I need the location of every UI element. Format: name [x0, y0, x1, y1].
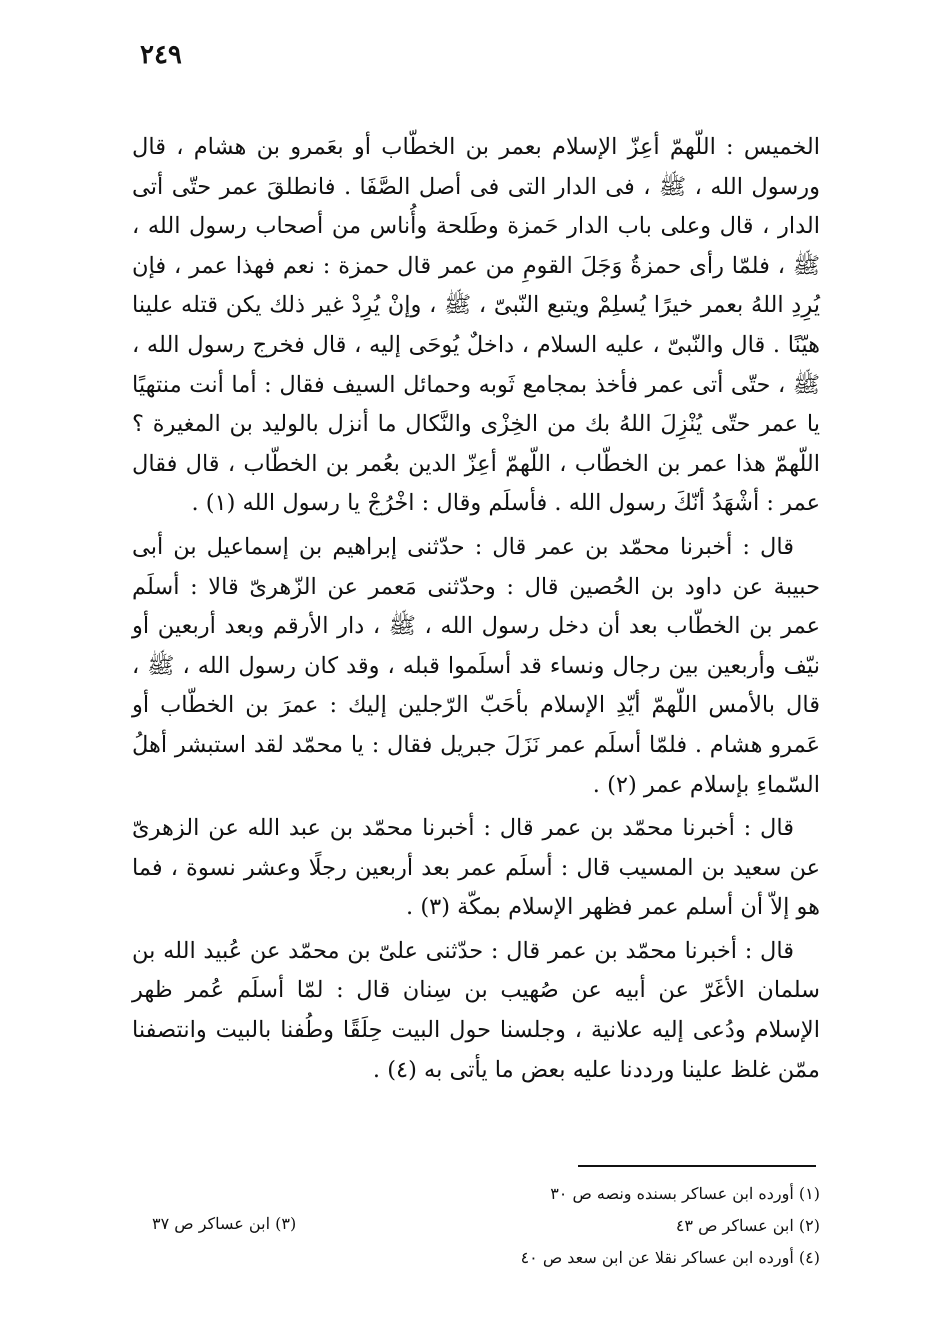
footnote-4: (٤) أورده ابن عساكر نقلا عن ابن سعد ص ٤٠: [520, 1248, 820, 1267]
footnote-divider: [578, 1165, 816, 1167]
paragraph-4: قال : أخبرنا محمّد بن عمر قال : حدّثنى علىّ بن محمّد عن عُبيد الله بن سلمان الأغَرّ عن أبيه عن صُهيب بن سِنان قال : لمّا أسلَم عُمر ظهر الإسلام ودُعى إليه علانية ، وجلسنا حول البيت حِلَقًا وطُفنا بالبيت وانتصفنا ممّن غلظ علينا ورددنا عليه بعض ما يأتى به (٤) .: [132, 937, 820, 1083]
page-number: ٢٤٩: [140, 40, 182, 70]
footnote-2: (٢) ابن عساكر ص ٤٣: [675, 1216, 820, 1235]
paragraph-3: قال : أخبرنا محمّد بن عمر قال : أخبرنا محمّد بن عبد الله عن الزهرىّ عن سعيد بن المسيب قال : أسلَم عمر بعد أربعين رجلًا وعشر نسوة ، فما هو إلاّ أن أسلم عمر فظهر الإسلام بمكّة (٣) .: [132, 815, 820, 921]
paragraph-2: قال : أخبرنا محمّد بن عمر قال : حدّثنى إبراهيم بن إسماعيل بن أبى حبيبة عن داود بن الحُصين قال : وحدّثنى مَعمر عن الزّهرىّ قالا : أسلَم عمر بن الخطّاب بعد أن دخل رسول الله ، ﷺ ، دار الأرقم وبعد أربعين أو نيّف وأربعين بين رجال ونساء قد أسلَموا قبله ، وقد كان رسول الله ، ﷺ ، قال بالأمس اللّهمّ أيّدِ الإسلام بأحَبّ الرّجلين إليك : عمرَ بن الخطّاب أو عَمرو هشام . فلمّا أسلَم عمر نَزَلَ جبريل فقال : يا محمّد لقد استبشر أهلُ السّماءِ بإسلام عمر (٢) .: [132, 533, 820, 798]
footnote-1: (١) أورده ابن عساكر بسنده ونصه ص ٣٠: [550, 1184, 820, 1203]
paragraph-1: الخميس : اللّهمّ أعِزّ الإسلام بعمر بن الخطّاب أو بعَمرو بن هشام ، قال ورسول الله ، ﷺ ، فى الدار التى فى أصل الصَّفَا . فانطلقَ عمر حتّى أتى الدار ، قال وعلى باب الدار حَمزة وطَلحة وأُناس من أصحاب رسول الله ، ﷺ ، فلمّا رأى حمزةُ وَجَلَ القومِ من عمر قال حمزة : نعم فهذا عمر ، فإن يُرِدِ اللهُ بعمر خيرًا يُسلِمْ ويتبع النّبىّ ، ﷺ ، وإنْ يُرِدْ غير ذلك يكن قتله علينا هيّنًا . قال والنّبىّ ، عليه السلام ، داخلٌ يُوحَى إليه ، قال فخرج رسول الله ، ﷺ ، حتّى أتى عمر فأخذ بمجامع ثَوبه وحمائل السيف فقال : أما أنت منتهيًا يا عمر حتّى يُنْزِلَ اللهُ بك من الخِزْى والنَّكال ما أنزل بالوليد بن المغيرة ؟ اللّهمّ هذا عمر بن الخطّاب ، اللّهمّ أعِزّ الدين بعُمر بن الخطّاب ، قال فقال عمر : أشْهَدُ أنّكَ رسول الله . فأسلَم وقال : اخْرُجْ يا رسول الله (١) .: [132, 134, 820, 517]
footnote-3: (٣) ابن عساكر ص ٣٧: [152, 1214, 297, 1233]
footnotes: [140, 1178, 820, 1288]
main-text: [132, 128, 820, 1090]
